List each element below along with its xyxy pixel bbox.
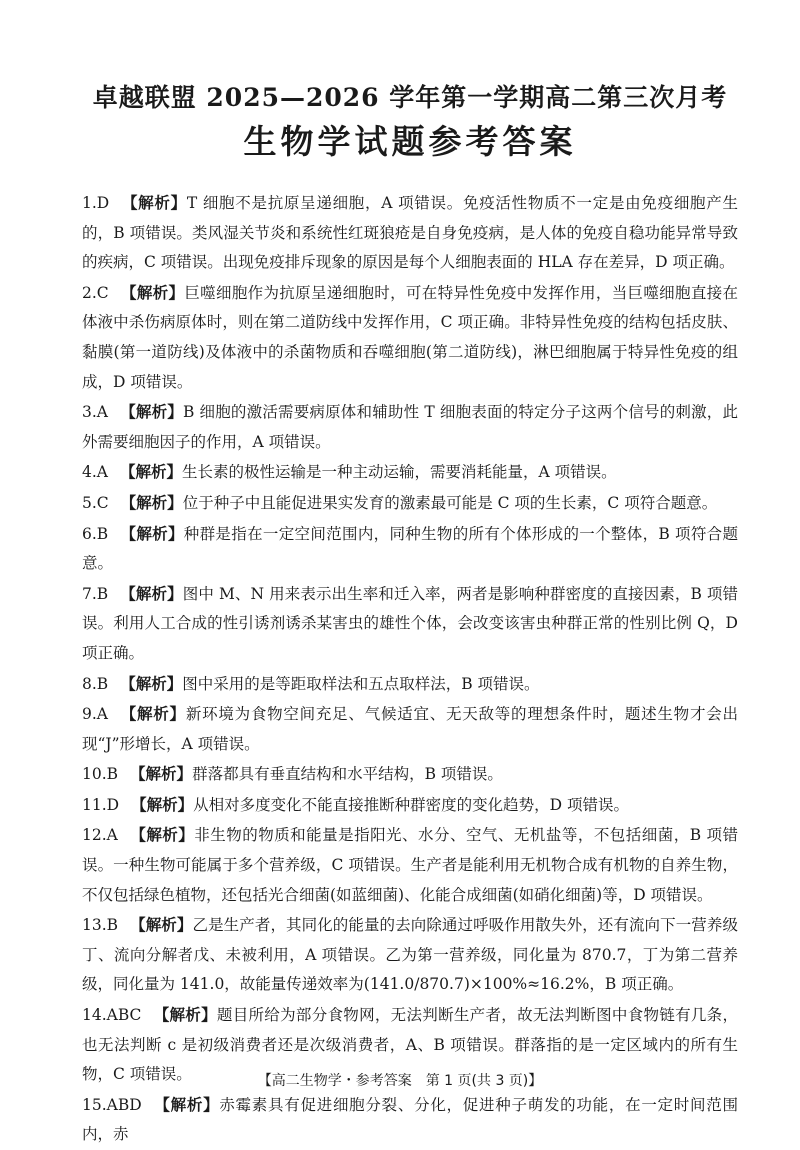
analysis-text: 图中采用的是等距取样法和五点取样法，B 项错误。 xyxy=(182,674,540,693)
analysis-tag: 【解析】 xyxy=(120,704,186,724)
analysis-tag: 【解析】 xyxy=(153,1005,217,1025)
analysis-tag: 【解析】 xyxy=(131,794,194,814)
answer-item: 14.ABC 【解析】题目所给为部分食物网，无法判断生产者，故无法判断图中食物链有几条，也无法判断 c 是初级消费者还是次级消费者，A、B 项错误。群落指的是一定区域内的所有生物，C 项错误。 xyxy=(82,1005,738,1084)
analysis-tag: 【解析】 xyxy=(130,915,193,935)
analysis-text: B 细胞的激活需要病原体和辅助性 T 细胞表面的特定分子这两个信号的刺激，此外需要细胞因子的作用，A 项错误。 xyxy=(82,403,738,451)
answer-choice: B xyxy=(96,674,109,693)
answer-choice: B xyxy=(106,765,119,784)
answer-choice: A xyxy=(96,463,108,482)
analysis-tag: 【解析】 xyxy=(120,523,184,543)
analysis-tag: 【解析】 xyxy=(153,1094,220,1114)
analysis-text: 从相对多度变化不能直接推断种群密度的变化趋势，D 项错误。 xyxy=(193,795,629,814)
answer-key-title: 生物学试题参考答案 xyxy=(243,122,577,161)
answer-choice: A xyxy=(106,826,118,845)
answer-item: 12.A 【解析】非生物的物质和能量是指阳光、水分、空气、无机盐等，不包括细菌，B 项错误。一种生物可能属于多个营养级，C 项错误。生产者是能利用无机物合成有机物的自养生物，不仅包括绿色植物，还包括光合细菌(如蓝细菌)、化能合成细菌(如硝化细菌)等，D 项错误。 xyxy=(82,825,738,904)
analysis-tag: 【解析】 xyxy=(120,462,183,482)
answer-choice: D xyxy=(106,795,120,814)
answer-list xyxy=(82,188,738,1150)
analysis-text: T 细胞不是抗原呈递细胞，A 项错误。免疫活性物质不一定是由免疫细胞产生的，B 项错误。类风湿关节炎和系统性红斑狼疮是自身免疫病，是人体的免疫自稳功能异常导致的疾病，C 项错误。出现免疫排斥现象的原因是每个人细胞表面的 HLA 存在差异，D 项正确。 xyxy=(82,194,738,272)
answer-item: 3.A 【解析】B 细胞的激活需要病原体和辅助性 T 细胞表面的特定分子这两个信号的刺激，此外需要细胞因子的作用，A 项错误。 xyxy=(82,402,738,451)
answer-item: 1.D 【解析】T 细胞不是抗原呈递细胞，A 项错误。免疫活性物质不一定是由免疫细胞产生的，B 项错误。类风湿关节炎和系统性红斑狼疮是自身免疫病，是人体的免疫自稳功能异常导致的疾病，C 项错误。出现免疫排斥现象的原因是每个人细胞表面的 HLA 存在差异，D 项正确。 xyxy=(82,193,738,272)
analysis-text: 题目所给为部分食物网，无法判断生产者，故无法判断图中食物链有几条，也无法判断 c 是初级消费者还是次级消费者，A、B 项错误。群落指的是一定区域内的所有生物，C 项错误。 xyxy=(82,1006,738,1084)
analysis-text: 生长素的极性运输是一种主动运输，需要消耗能量，A 项错误。 xyxy=(182,463,617,482)
exam-title: 卓越联盟 2025—2026 学年第一学期高二第三次月考 xyxy=(92,83,728,112)
analysis-text: 赤霉素具有促进细胞分裂、分化，促进种子萌发的功能，在一定时间范围内，赤 xyxy=(82,1095,738,1144)
answer-item: 11.D 【解析】从相对多度变化不能直接推断种群密度的变化趋势，D 项错误。 xyxy=(82,794,629,814)
analysis-text: 非生物的物质和能量是指阳光、水分、空气、无机盐等，不包括细菌，B 项错误。一种生物可能属于多个营养级，C 项错误。生产者是能利用无机物合成有机物的自养生物，不仅包括绿色植物，还包括光合细菌(如蓝细菌)、化能合成细菌(如硝化细菌)等，D 项错误。 xyxy=(82,826,738,904)
answer-item: 15.ABD 【解析】赤霉素具有促进细胞分裂、分化，促进种子萌发的功能，在一定时间范围内，赤 xyxy=(82,1094,738,1144)
answer-choice: A xyxy=(96,403,108,422)
answer-item: 2.C 【解析】巨噬细胞作为抗原呈递细胞时，可在特异性免疫中发挥作用，当巨噬细胞直接在体液中杀伤病原体时，则在第二道防线中发挥作用，C 项正确。非特异性免疫的结构包括皮肤、黏膜(第一道防线)及体液中的杀菌物质和吞噬细胞(第二道防线)，淋巴细胞属于特异性免疫的组成，D 项错误。 xyxy=(82,282,738,391)
answer-choice: B xyxy=(96,524,109,543)
answer-choice: C xyxy=(96,283,109,302)
analysis-text: 群落都具有垂直结构和水平结构，B 项错误。 xyxy=(192,765,503,784)
page-footer: 【高二生物学・参考答案 第 1 页(共 3 页)】 xyxy=(257,1073,543,1089)
analysis-tag: 【解析】 xyxy=(120,673,183,693)
analysis-tag: 【解析】 xyxy=(120,402,183,422)
analysis-tag: 【解析】 xyxy=(120,492,183,512)
answer-item: 9.A 【解析】新环境为食物空间充足、气候适宜、无天敌等的理想条件时，题述生物才会出现“J”形增长，A 项错误。 xyxy=(82,704,738,753)
answer-item: 8.B 【解析】图中采用的是等距取样法和五点取样法，B 项错误。 xyxy=(82,673,540,693)
answer-item: 13.B 【解析】乙是生产者，其同化的能量的去向除通过呼吸作用散失外，还有流向下一营养级丁、流向分解者戊、未被利用，A 项错误。乙为第一营养级，同化量为 870.7，丁为第二营养级，同化量为 141.0，故能量传递效率为(141.0/870.7)×100%≈16.2%，B 项正确。 xyxy=(82,915,738,994)
analysis-text: 位于种子中且能促进果实发育的激素最可能是 C 项的生长素，C 项符合题意。 xyxy=(182,493,718,512)
analysis-text: 种群是指在一定空间范围内，同种生物的所有个体形成的一个整体，B 项符合题意。 xyxy=(82,524,738,573)
analysis-tag: 【解析】 xyxy=(120,282,185,302)
analysis-tag: 【解析】 xyxy=(121,193,187,212)
analysis-text: 巨噬细胞作为抗原呈递细胞时，可在特异性免疫中发挥作用，当巨噬细胞直接在体液中杀伤病原体时，则在第二道防线中发挥作用，C 项正确。非特异性免疫的结构包括皮肤、黏膜(第一道防线)及体液中的杀菌物质和吞噬细胞(第二道防线)，淋巴细胞属于特异性免疫的组成，D 项错误。 xyxy=(82,283,738,391)
analysis-tag: 【解析】 xyxy=(120,583,183,603)
answer-item: 5.C 【解析】位于种子中且能促进果实发育的激素最可能是 C 项的生长素，C 项符合题意。 xyxy=(82,492,718,512)
answer-choice: B xyxy=(106,916,119,935)
analysis-text: 乙是生产者，其同化的能量的去向除通过呼吸作用散失外，还有流向下一营养级丁、流向分解者戊、未被利用，A 项错误。乙为第一营养级，同化量为 870.7，丁为第二营养级，同化量为 141.0，故能量传递效率为(141.0/870.7)×100%≈16.2%，B 项正确。 xyxy=(82,916,738,994)
answer-choice: B xyxy=(96,584,109,603)
answer-item: 7.B 【解析】图中 M、N 用来表示出生率和迁入率，两者是影响种群密度的直接因素，B 项错误。利用人工合成的性引诱剂诱杀某害虫的雄性个体，会改变该害虫种群正常的性别比例 Q，D 项正确。 xyxy=(82,583,738,662)
answer-choice: ABD xyxy=(106,1095,142,1114)
answer-choice: ABC xyxy=(106,1006,142,1025)
answer-item: 6.B 【解析】种群是指在一定空间范围内，同种生物的所有个体形成的一个整体，B 项符合题意。 xyxy=(82,523,738,573)
answer-item: 4.A 【解析】生长素的极性运输是一种主动运输，需要消耗能量，A 项错误。 xyxy=(82,462,617,482)
answer-choice: A xyxy=(96,705,108,724)
answer-item: 10.B 【解析】群落都具有垂直结构和水平结构，B 项错误。 xyxy=(82,764,503,784)
analysis-text: 图中 M、N 用来表示出生率和迁入率，两者是影响种群密度的直接因素，B 项错误。利用人工合成的性引诱剂诱杀某害虫的雄性个体，会改变该害虫种群正常的性别比例 Q，D 项正确。 xyxy=(82,584,738,662)
analysis-tag: 【解析】 xyxy=(130,764,193,784)
analysis-text: 新环境为食物空间充足、气候适宜、无天敌等的理想条件时，题述生物才会出现“J”形增长，A 项错误。 xyxy=(82,705,738,753)
answer-choice: D xyxy=(96,194,110,212)
answer-choice: C xyxy=(96,493,109,512)
analysis-tag: 【解析】 xyxy=(129,825,195,845)
